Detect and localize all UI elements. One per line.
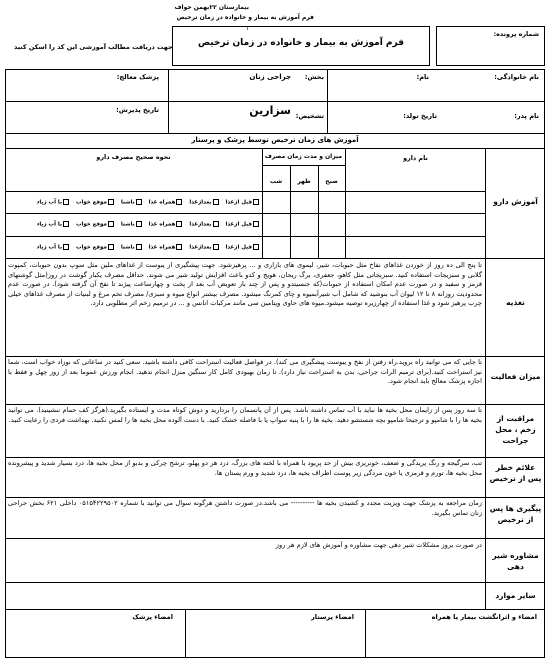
checkbox[interactable] (253, 244, 259, 250)
other-label: سایر موارد (495, 591, 536, 600)
option-after-meal[interactable]: بعدازغذا (189, 244, 218, 251)
doctor-label: پزشک معالج: (116, 73, 159, 81)
option-with-meal[interactable]: همراه غذا (149, 244, 183, 251)
hospital-name: بیمارستان ۲۲بهمن خواف (174, 4, 249, 11)
other-text (8, 585, 482, 605)
ward-label: بخش: (304, 73, 324, 81)
meds-label: آموزش دارو (493, 197, 538, 206)
checkbox[interactable] (108, 221, 114, 227)
breastfeeding-text: در صورت بروز مشکلات شیر دهی جهت مشاوره و آموزش های لازم هر روز (275, 541, 482, 549)
option-bedtime[interactable]: موقع خواب (76, 244, 114, 251)
checkbox[interactable] (63, 244, 69, 250)
checkbox[interactable] (176, 221, 182, 227)
nurse-signature-label: امضاء پرستار (310, 613, 354, 621)
checkbox[interactable] (136, 221, 142, 227)
checkbox[interactable] (136, 244, 142, 250)
danger-signs-label: علائم خطر پس از ترخیص (489, 463, 542, 483)
form-title-small: فرم آموزش به بیمار و خانواده در زمان ترخیص (176, 14, 314, 21)
activity-text: تا جایی که می توانید راه بروید.راه رفتن از نفخ و یبوست پیشگیری می کند). در فواصل فعالیت استراحت کافی داشته باشید. سعی کنید در ساعاتی که نوزاد خواب است، شما نیز استراحت کنید.(برای ترمیم الرات جراحی، بدن به استراحت نیاز دارد). تا زمان بهبودی کامل کار سنگین منزل انجام ندهید. انجام ورزش عموما بعد از روز چهل و فقط با اجازه پزشک معالج باید انجام شود. (8, 358, 482, 386)
med-options-row-3 (32, 243, 259, 250)
name-label: نام: (416, 73, 429, 81)
nutrition-label: تغذیه (506, 298, 525, 307)
checkbox[interactable] (213, 199, 219, 205)
checkbox[interactable] (176, 244, 182, 250)
option-fasting[interactable]: ناشتا (121, 244, 142, 251)
follow-up-text: زمان مراجعه به پزشک جهت ویزیت مجدد و کشیدن بخیه ها ---------- می باشد.در صورت داشتن هرگونه سوال می توانید با شماره ۰۵۱۵۴۲۲۹۵۰۲ داخلی ۶۲۱ بخش جراحی زنان تماس بگیرید. (8, 499, 482, 517)
checkbox[interactable] (253, 221, 259, 227)
option-with-meal[interactable]: همراه غذا (149, 199, 183, 206)
checkbox[interactable] (63, 199, 69, 205)
usage-header: نحوه صحیح مصرف دارو (96, 153, 171, 161)
patient-signature-label: امضاء و اثرانگشت بیمار یا همراه (431, 613, 537, 621)
checkbox[interactable] (108, 244, 114, 250)
ward-value: جراحی زنان (249, 73, 291, 81)
checkbox[interactable] (108, 199, 114, 205)
section-header: آموزش های زمان ترخیص توسط پزشک و پرستار (191, 136, 359, 144)
option-before-meal[interactable]: قبل ازغذا (225, 244, 259, 251)
option-bedtime[interactable]: موقع خواب (76, 221, 114, 228)
option-fasting[interactable]: ناشتا (121, 221, 142, 228)
time-night: شب (269, 178, 283, 185)
option-after-meal[interactable]: بعدازغذا (189, 199, 218, 206)
file-number-label: شماره پرونده: (493, 30, 539, 38)
checkbox[interactable] (176, 199, 182, 205)
checkbox[interactable] (213, 244, 219, 250)
checkbox[interactable] (213, 221, 219, 227)
checkbox[interactable] (63, 221, 69, 227)
page-number: ۱ (245, 25, 249, 32)
lastname-label: نام خانوادگی: (494, 73, 539, 81)
admit-date-label: تاریخ پذیرش: (116, 106, 159, 114)
option-with-water[interactable]: با آب زیاد (37, 221, 70, 228)
birth-date-label: تاریخ تولد: (403, 112, 437, 120)
option-bedtime[interactable]: موقع خواب (76, 199, 114, 206)
follow-up-label: پیگیری ها پس از ترخیص (489, 504, 542, 524)
option-with-water[interactable]: با آب زیاد (37, 244, 70, 251)
main-title: فرم آموزش به بیمار و خانواده در زمان ترخیص (197, 38, 405, 48)
option-with-water[interactable]: با آب زیاد (37, 199, 70, 206)
option-fasting[interactable]: ناشتا (121, 199, 142, 206)
option-before-meal[interactable]: قبل ازغذا (225, 199, 259, 206)
option-before-meal[interactable]: قبل ازغذا (225, 221, 259, 228)
diagnosis-value: سزارین (249, 104, 291, 117)
diagnosis-label: تشخیص: (295, 112, 324, 120)
checkbox[interactable] (136, 199, 142, 205)
wound-care-text: تا سه روز پس از زایمان محل بخیه ها نباید با آب تماس داشته باشد. پس از آن پانسمان را بردارید و دوش کوتاه مدت و ایستاده بگیرید.(هرگز کف حمام ننشینید). می توانید بخیه ها را با شامپو و ترجیحا شامپو بچه شستشو دهید. بخیه ها را با پنبه سواپ یا با فاصله خشک کنید. با دست آلوده محل بخیه ها را لمس نکنید. بهداشت فردی را رعایت کنید. (8, 406, 482, 424)
danger-signs-text: تب، سرگیجه و رنگ پریدگی و ضعف، خونریزی بیش از حد پریود یا همراه با لخته های بزرگ، درد هر دو پهلو، ترشح چرکی و بدبو از محل بخیه ها، درد بسیار شدید و پیشرونده محل بخیه ها، تورم و قرمزی یا خون مردگی زیر پوست اطراف بخیه ها، درد شدید و ورم پستان ها. (8, 459, 482, 477)
med-options-row-2 (32, 220, 259, 227)
scan-note: جهت دریافت مطالب آموزشی این کد را اسکن کنید (14, 43, 173, 51)
father-name-label: نام پدر: (514, 112, 539, 120)
option-after-meal[interactable]: بعدازغذا (189, 221, 218, 228)
wound-care-label: مراقبت از زخم ، محل جراحت (495, 414, 536, 445)
dose-header: میزان و مدت زمان مصرف (264, 153, 343, 160)
med-options-row-1 (32, 198, 259, 205)
time-morning: صبح (325, 178, 338, 185)
checkbox[interactable] (253, 199, 259, 205)
activity-label: میزان فعالیت (490, 372, 541, 381)
breastfeeding-label: مشاوره شیر دهی (492, 551, 539, 571)
nutrition-text: تا پنج الی ده روز از خوردن غذاهای نفاخ مثل حبوبات، شیر، لیموی های بازاری و ... پرهیزشود. جهت پیشگیری از یبوست از غذاهای ملین مثل سوپ بدون حبوبات، کمپوت گلابی و سبزیجات استفاده کنید. سبزیجاتی مثل کاهو، جعفری، برگ ریحان، هویج و کدو باعث افزایش تولید شیر می شوند. حداقل مصرف یکبار گوشت در روز(مثل گوشتهای قرمز و سفید و در صورت عدم امکان استفاده از حبوبات(که جنسیتدو و پس از چند بار تعویض آب بعد از پخت و چهارساعت پیژند تا نفخ آن گرفته شود). در صورت عدم محدودیت روزانه ۸ تا ۱۲ لیوان آب بنوشید که شامل آب شیرآبمیوه و چای کمرنگ میشود. مصرف بیشتر انواع میوه و سبزی/ مصرف تخم مرغ و لبنیات از مصرف غذاهای خیلی چرب پرهیز شود و غذا استفاده از چهارزیره توصیه میشود.میوه های حاوی ویتامین سی مانند مرکبات انانس و ... در ترمیم زخم اثر مطلوبی دارد. (8, 261, 482, 308)
option-with-meal[interactable]: همراه غذا (149, 221, 183, 228)
doctor-signature-label: امضاء پزشک (132, 613, 173, 621)
drug-name-header: نام دارو (403, 154, 428, 162)
time-noon: ظهر (297, 178, 311, 185)
